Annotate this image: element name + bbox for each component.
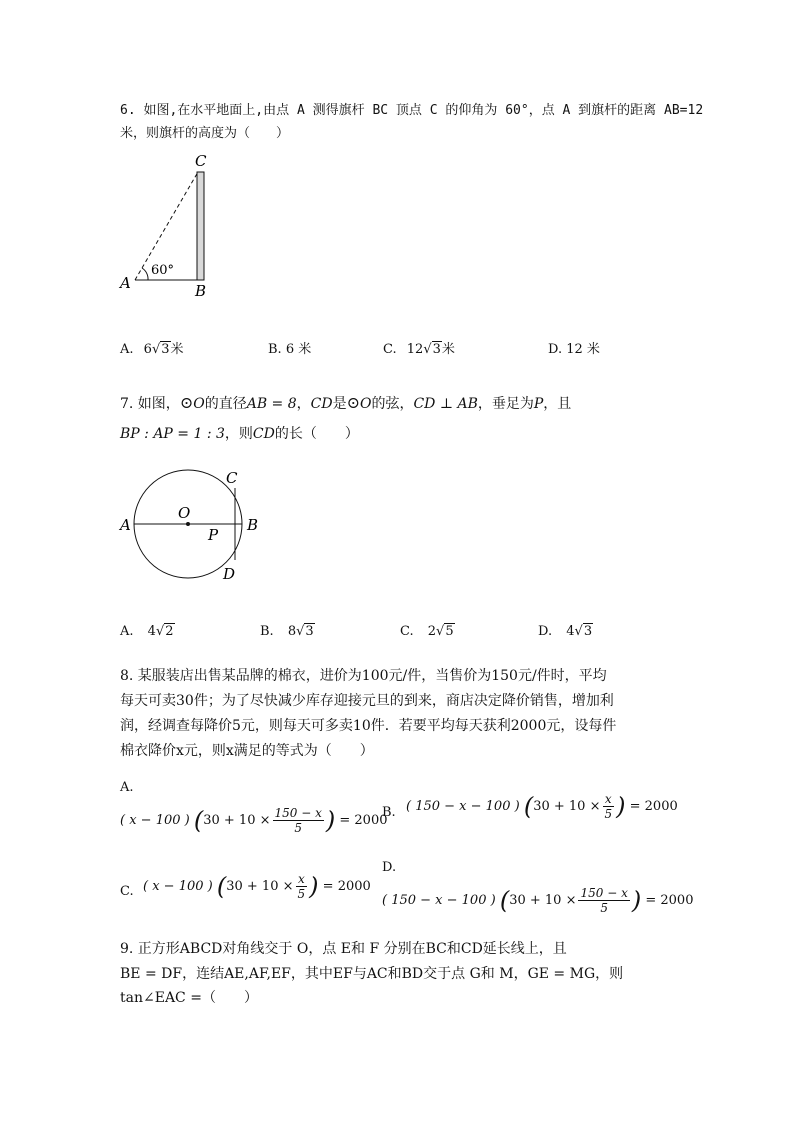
q8-c-fraction xyxy=(296,872,308,901)
q7-text-p4: ，垂足为 xyxy=(477,396,534,412)
q7-option-d xyxy=(538,624,593,639)
right-paren-icon: ) xyxy=(616,792,626,821)
q8-option-d-prefix: D. xyxy=(382,860,397,875)
q7-label-o: O xyxy=(178,504,191,522)
circle-dot-icon: ⊙ xyxy=(346,393,360,412)
q8-b-fraction xyxy=(602,792,614,821)
q7-p-label: P xyxy=(533,396,544,412)
q8-c-num: x xyxy=(297,872,305,886)
q7-option-b-coef: 8 xyxy=(287,624,297,639)
q6-angle-arc xyxy=(142,268,148,280)
q7-circle-o: O xyxy=(193,396,205,412)
q7-cd2: CD xyxy=(252,426,275,442)
q7-label-a: A xyxy=(120,516,131,534)
q6-option-a xyxy=(120,338,184,357)
q8-c-left: ( x − 100 ) xyxy=(143,879,213,894)
sqrt-icon: √ xyxy=(151,342,161,357)
q7-perp: CD ⊥ AB xyxy=(413,396,478,412)
q8-d-mid: 30 + 10 × xyxy=(509,893,577,908)
q6-label-b: B xyxy=(195,282,207,300)
q7-label-p: P xyxy=(208,526,219,544)
q6-option-a-coef: 6 xyxy=(143,342,152,357)
sqrt-icon: √ xyxy=(155,624,165,639)
q7-figure xyxy=(112,462,272,592)
q7-cd: CD xyxy=(310,396,333,412)
q7-comma1: ， xyxy=(296,396,311,412)
q8-b-left: ( 150 − x − 100 ) xyxy=(406,799,520,814)
q8-c-den: 5 xyxy=(297,887,306,901)
q9-stem-line3: tan∠EAC =（ ） xyxy=(120,990,258,1006)
q8-option-b-expr xyxy=(406,792,678,821)
q8-d-left: ( 150 − x − 100 ) xyxy=(382,893,496,908)
q6-label-c: C xyxy=(195,152,207,170)
q8-d-right: = 2000 xyxy=(645,893,694,908)
q6-option-c-coef: 12 xyxy=(406,342,424,357)
q7-option-a xyxy=(120,624,175,639)
q6-option-a-radicand: 3 xyxy=(161,342,170,357)
q8-c-right: = 2000 xyxy=(322,879,371,894)
sqrt-icon: √ xyxy=(423,342,432,357)
left-paren-icon: ( xyxy=(216,872,227,901)
left-paren-icon: ( xyxy=(193,806,204,835)
q6-option-a-prefix: A. xyxy=(120,342,134,357)
q6-option-c-prefix: C. xyxy=(383,342,397,357)
q7-circle-o2: O xyxy=(359,396,372,412)
q8-b-right: = 2000 xyxy=(629,799,678,814)
q7-option-c xyxy=(400,624,455,639)
q6-option-b: B. 6 米 xyxy=(268,342,312,357)
q7-center-dot xyxy=(186,522,190,526)
q6-option-c-unit: 米 xyxy=(441,342,455,357)
q7-text-p2: 是 xyxy=(332,396,347,412)
q7-ratio: BP : AP = 1 : 3 xyxy=(120,426,225,442)
q8-d-num: 150 − x xyxy=(580,886,628,900)
q8-b-num: x xyxy=(604,792,612,806)
q9-stem-line1: 9. 正方形ABCD对角线交于 O，点 E和 F 分别在BC和CD延长线上，且 xyxy=(120,941,567,957)
q8-stem-line1: 8. 某服装店出售某品牌的棉衣，进价为100元/件，当售价为150元/件时，平均 xyxy=(120,668,607,684)
q8-a-right: = 2000 xyxy=(339,813,388,828)
q9-stem-line2: BE = DF，连结AE,AF,EF，其中EF与AC和BD交于点 G和 M，GE = MG，则 xyxy=(120,966,624,982)
q7-option-a-prefix: A. xyxy=(120,624,134,639)
q7-option-d-coef: 4 xyxy=(566,624,575,639)
q8-a-fraction xyxy=(273,806,324,835)
sqrt-icon: √ xyxy=(436,624,445,639)
q8-option-a-prefix: A. xyxy=(120,780,134,795)
q7-text-p6: ，则 xyxy=(224,426,253,442)
q8-b-mid: 30 + 10 × xyxy=(533,799,601,814)
q7-option-b-prefix: B. xyxy=(260,624,274,639)
circle-dot-icon: ⊙ xyxy=(179,393,194,412)
q8-option-c-prefix: C. xyxy=(120,884,134,899)
q6-option-d: D. 12 米 xyxy=(548,342,600,357)
q7-option-b xyxy=(260,624,315,639)
q8-c-mid: 30 + 10 × xyxy=(226,879,294,894)
q7-option-c-coef: 2 xyxy=(427,624,437,639)
q8-a-mid: 30 + 10 × xyxy=(203,813,271,828)
q6-option-c xyxy=(383,338,455,357)
q6-figure xyxy=(110,150,220,300)
right-paren-icon: ) xyxy=(325,806,336,835)
q7-text-p7: 的长（ ） xyxy=(274,426,359,442)
q8-option-b-prefix: B. xyxy=(382,805,396,820)
q8-option-d-expr xyxy=(382,886,693,915)
q7-stem-line1 xyxy=(120,393,571,414)
sqrt-icon: √ xyxy=(574,624,583,639)
q8-a-left: ( x − 100 ) xyxy=(120,813,190,828)
right-paren-icon: ) xyxy=(309,872,319,901)
q7-option-a-radicand: 2 xyxy=(165,624,174,639)
q7-text-p1: 的直径 xyxy=(204,396,247,412)
q7-option-d-radicand: 3 xyxy=(583,624,593,639)
q7-label-b: B xyxy=(247,516,259,534)
q7-num: 7. 如图， xyxy=(120,396,180,412)
q8-d-fraction xyxy=(578,886,629,915)
q6-stem-line2: 米，则旗杆的高度为（ ） xyxy=(120,126,290,141)
q8-stem-line2: 每天可卖30件；为了尽快减少库存迎接元旦的到来，商店决定降价销售，增加利 xyxy=(120,693,614,709)
q6-option-c-radicand: 3 xyxy=(432,342,441,357)
q8-a-num: 150 − x xyxy=(274,806,322,820)
q7-option-c-radicand: 5 xyxy=(445,624,454,639)
q6-label-a: A xyxy=(120,274,131,292)
q7-option-c-prefix: C. xyxy=(400,624,414,639)
left-paren-icon: ( xyxy=(499,886,510,915)
left-paren-icon: ( xyxy=(523,792,534,821)
q7-text-p3: 的弦， xyxy=(371,396,414,412)
q8-stem-line4: 棉衣降价x元，则x满足的等式为（ ） xyxy=(120,743,374,759)
q8-a-den: 5 xyxy=(294,821,303,835)
q8-option-a-expr xyxy=(120,806,388,835)
q8-b-den: 5 xyxy=(604,807,613,821)
q7-text-p5: ，且 xyxy=(543,396,572,412)
q6-flagpole xyxy=(197,172,204,280)
q7-option-d-prefix: D. xyxy=(538,624,553,639)
q6-stem-line1: 6. 如图,在水平地面上,由点 A 测得旗杆 BC 顶点 C 的仰角为 60°，点 A 到旗杆的距离 AB=12 xyxy=(120,103,704,118)
q7-ab-eq: AB = 8 xyxy=(246,396,297,412)
q7-label-d: D xyxy=(223,565,236,583)
q6-option-a-unit: 米 xyxy=(170,342,184,357)
q6-angle-label: 60° xyxy=(151,263,175,278)
q8-d-den: 5 xyxy=(600,901,608,915)
q8-option-c-expr xyxy=(143,872,371,901)
sqrt-icon: √ xyxy=(296,624,305,639)
q8-stem-line3: 润，经调查每降价5元，则每天可多卖10件．若要平均每天获利2000元，设每件 xyxy=(120,718,617,734)
q7-option-a-coef: 4 xyxy=(147,624,156,639)
q7-label-c: C xyxy=(226,469,238,487)
q7-option-b-radicand: 3 xyxy=(305,624,314,639)
q7-stem-line2 xyxy=(120,424,359,444)
right-paren-icon: ) xyxy=(631,886,642,915)
